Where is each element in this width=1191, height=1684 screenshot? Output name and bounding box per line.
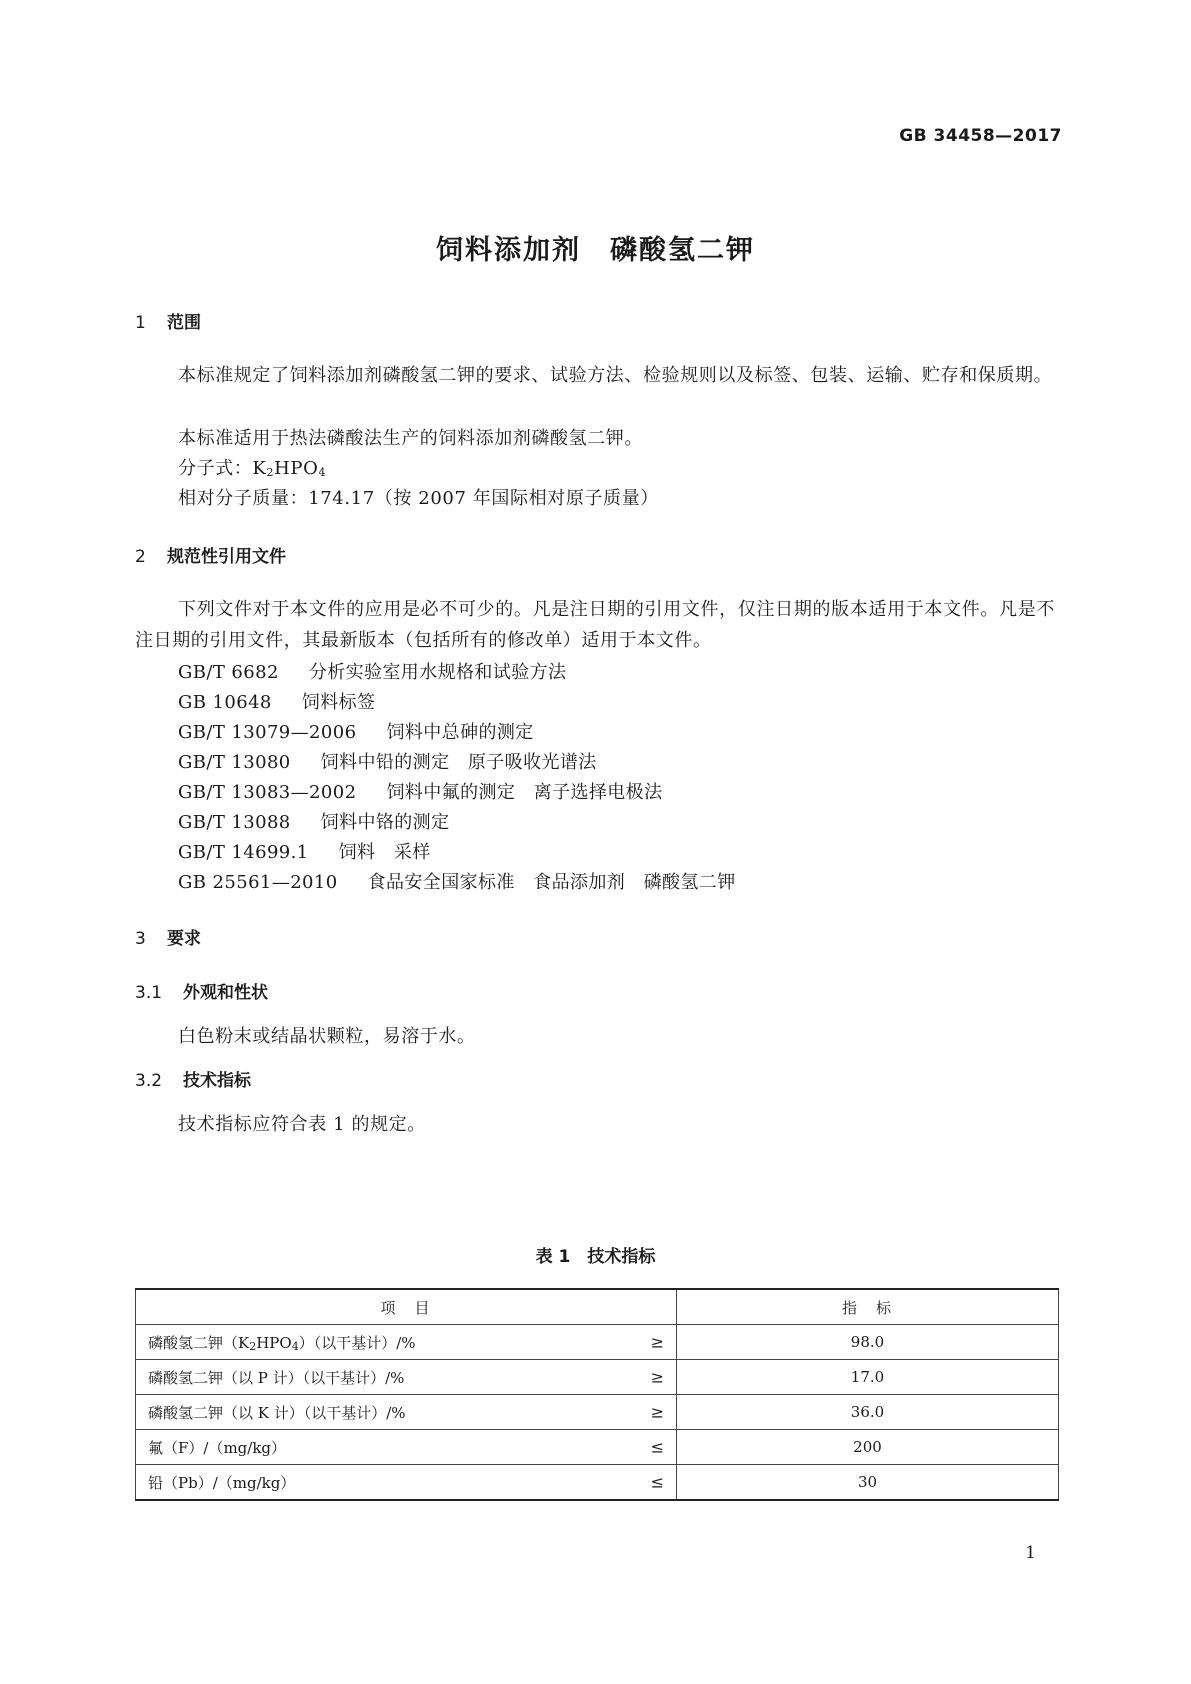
reference-code: GB 10648: [178, 692, 272, 713]
section-number: 1: [135, 313, 146, 333]
section-1-paragraph-2: 本标准适用于热法磷酸法生产的饲料添加剂磷酸氢二钾。: [178, 428, 643, 449]
document-title: 饲料添加剂 磷酸氢二钾: [436, 235, 755, 266]
formula-subscript: 2: [266, 466, 275, 479]
reference-title: 分析实验室用水规格和试验方法: [308, 662, 567, 683]
table-row: [136, 1325, 1059, 1360]
column-header-item: 项 目: [136, 1289, 677, 1325]
table-caption: 表 1 技术指标: [535, 1247, 656, 1267]
formula-mid: HPO: [274, 458, 319, 479]
molecular-mass: 相对分子质量：174.17（按 2007 年国际相对原子质量）: [178, 488, 659, 509]
section-title: 外观和性状: [183, 983, 268, 1003]
section-number: 3: [135, 929, 146, 949]
comparison-operator: ≥: [650, 1402, 664, 1422]
table-header-row: [136, 1289, 1059, 1325]
reference-item: [178, 838, 431, 864]
reference-title: 饲料中总砷的测定: [386, 722, 534, 743]
section-3-heading: [135, 924, 201, 949]
page-number: 1: [1025, 1543, 1036, 1563]
reference-title: 饲料中铬的测定: [320, 812, 450, 833]
reference-title: 饲料 采样: [338, 842, 431, 863]
table-row: [136, 1430, 1059, 1465]
reference-code: GB/T 13088: [178, 812, 291, 833]
item-subscript: 2: [249, 1339, 257, 1353]
standard-number: GB 34458—2017: [899, 126, 1062, 146]
section-number: 2: [135, 547, 146, 567]
section-3-2-heading: [135, 1066, 251, 1091]
reference-code: GB/T 13080: [178, 752, 291, 773]
section-3-1-heading: [135, 978, 268, 1003]
reference-item: [178, 658, 566, 684]
section-title: 规范性引用文件: [167, 547, 286, 567]
table-row: [136, 1465, 1059, 1501]
section-1-paragraph-1: [135, 360, 1055, 391]
item-text: ）（以干基计）/%: [298, 1333, 416, 1352]
item-subscript: 4: [291, 1339, 299, 1353]
molecular-formula: [178, 454, 326, 480]
reference-title: 饲料中铅的测定 原子吸收光谱法: [320, 752, 597, 773]
reference-item: [178, 778, 662, 804]
paragraph-text: 本标准规定了饲料添加剂磷酸氢二钾的要求、试验方法、检验规则以及标签、包装、运输、贮存和保质期。: [178, 365, 1053, 386]
reference-item: [178, 808, 449, 834]
item-cell: [136, 1360, 677, 1395]
comparison-operator: ≥: [650, 1367, 664, 1387]
section-3-1-text: 白色粉末或结晶状颗粒，易溶于水。: [178, 1026, 476, 1047]
item-cell: [136, 1465, 677, 1501]
item-cell: [136, 1430, 677, 1465]
item-text: 铅（Pb）/（mg/kg）: [148, 1473, 296, 1492]
section-title: 技术指标: [183, 1071, 251, 1091]
formula-subscript: 4: [318, 466, 327, 479]
value-cell: 17.0: [677, 1360, 1059, 1395]
item-text: 氟（F）/（mg/kg）: [148, 1438, 287, 1457]
item-text: HPO: [256, 1333, 292, 1352]
section-2-paragraph-1: [135, 594, 1055, 656]
value-cell: 36.0: [677, 1395, 1059, 1430]
comparison-operator: ≤: [650, 1437, 664, 1457]
reference-item: [178, 688, 375, 714]
reference-code: GB/T 13083—2002: [178, 782, 357, 803]
item-text: 磷酸氢二钾（以 P 计）（以干基计）/%: [148, 1368, 405, 1387]
section-title: 要求: [167, 929, 201, 949]
technical-specs-table: [135, 1288, 1059, 1501]
reference-title: 饲料标签: [301, 692, 376, 713]
value-cell: 30: [677, 1465, 1059, 1501]
item-text: 磷酸氢二钾（K: [148, 1333, 250, 1352]
formula-label: 分子式：K: [178, 458, 267, 479]
reference-item: [178, 718, 534, 744]
reference-item: [178, 748, 597, 774]
section-number: 3.1: [135, 983, 163, 1003]
section-title: 范围: [167, 313, 201, 333]
table-row: [136, 1395, 1059, 1430]
reference-code: GB/T 14699.1: [178, 842, 309, 863]
reference-code: GB 25561—2010: [178, 872, 338, 893]
reference-item: [178, 868, 736, 894]
value-cell: 200: [677, 1430, 1059, 1465]
paragraph-text: 下列文件对于本文件的应用是必不可少的。凡是注日期的引用文件，仅注日期的版本适用于本文件。凡是不注日期的引用文件，其最新版本（包括所有的修改单）适用于本文件。: [135, 599, 1055, 651]
value-cell: 98.0: [677, 1325, 1059, 1360]
item-cell: [136, 1325, 677, 1360]
section-1-heading: [135, 308, 201, 333]
reference-title: 食品安全国家标准 食品添加剂 磷酸氢二钾: [367, 872, 736, 893]
comparison-operator: ≥: [650, 1332, 664, 1352]
reference-title: 饲料中氟的测定 离子选择电极法: [386, 782, 663, 803]
reference-code: GB/T 6682: [178, 662, 279, 683]
item-cell: [136, 1395, 677, 1430]
reference-code: GB/T 13079—2006: [178, 722, 357, 743]
section-2-heading: [135, 542, 286, 567]
table-row: [136, 1360, 1059, 1395]
section-number: 3.2: [135, 1071, 163, 1091]
comparison-operator: ≤: [650, 1472, 664, 1492]
column-header-value: 指 标: [677, 1289, 1059, 1325]
section-3-2-text: 技术指标应符合表 1 的规定。: [178, 1114, 426, 1135]
item-text: 磷酸氢二钾（以 K 计）（以干基计）/%: [148, 1403, 406, 1422]
